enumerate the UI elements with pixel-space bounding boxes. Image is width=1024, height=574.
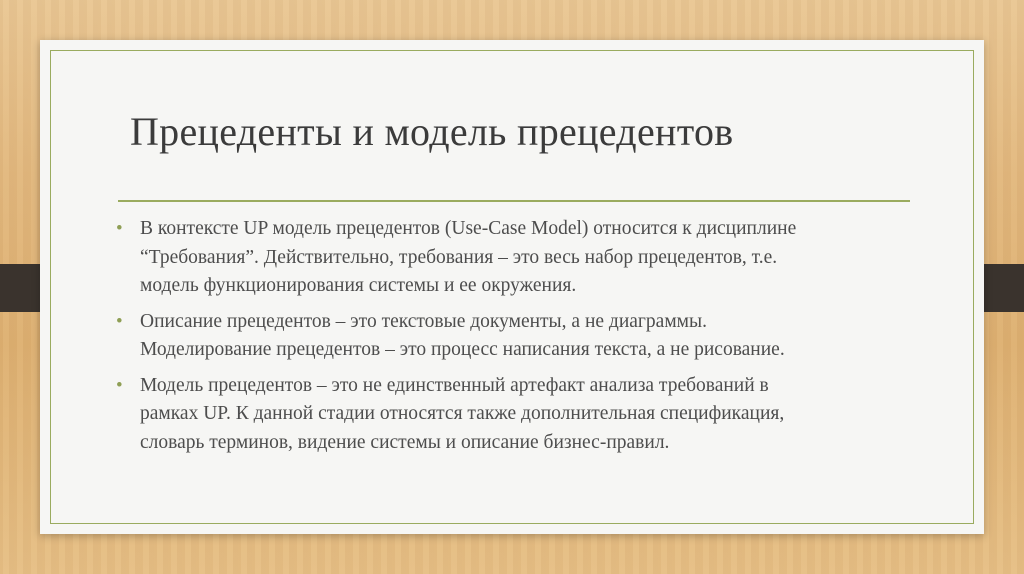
- bullet-line: Модель прецедентов – это не единственный артефакт анализа требований в: [140, 374, 769, 396]
- bullet-line: словарь терминов, видение системы и описание бизнес-правил.: [140, 431, 670, 453]
- slide-title: Прецеденты и модель прецедентов: [130, 109, 734, 154]
- bullet-marker-icon: •: [116, 310, 123, 332]
- bullet-line: модель функционирования системы и ее окружения.: [140, 275, 577, 296]
- bullet-list: [116, 215, 916, 464]
- bullet-item: [116, 372, 916, 458]
- bullet-text: [140, 308, 785, 365]
- bullet-line: рамках UP. К данной стадии относятся также дополнительная спецификация,: [140, 403, 785, 424]
- bullet-line: “Требования”. Действительно, требования – это весь набор прецедентов, т.е.: [140, 246, 778, 268]
- bullet-line: В контексте UP модель прецедентов (Use-Case Model) относится к дисциплине: [140, 218, 797, 239]
- title-divider: [118, 200, 910, 202]
- bullet-line: Описание прецедентов – это текстовые документы, а не диаграммы.: [140, 310, 707, 332]
- bullet-item: [116, 308, 916, 365]
- bullet-text: [140, 215, 796, 301]
- bullet-text: [140, 372, 784, 458]
- bullet-marker-icon: •: [116, 374, 123, 396]
- bullet-marker-icon: •: [116, 218, 123, 239]
- bullet-item: [116, 215, 916, 301]
- bullet-line: Моделирование прецедентов – это процесс написания текста, а не рисование.: [140, 339, 785, 360]
